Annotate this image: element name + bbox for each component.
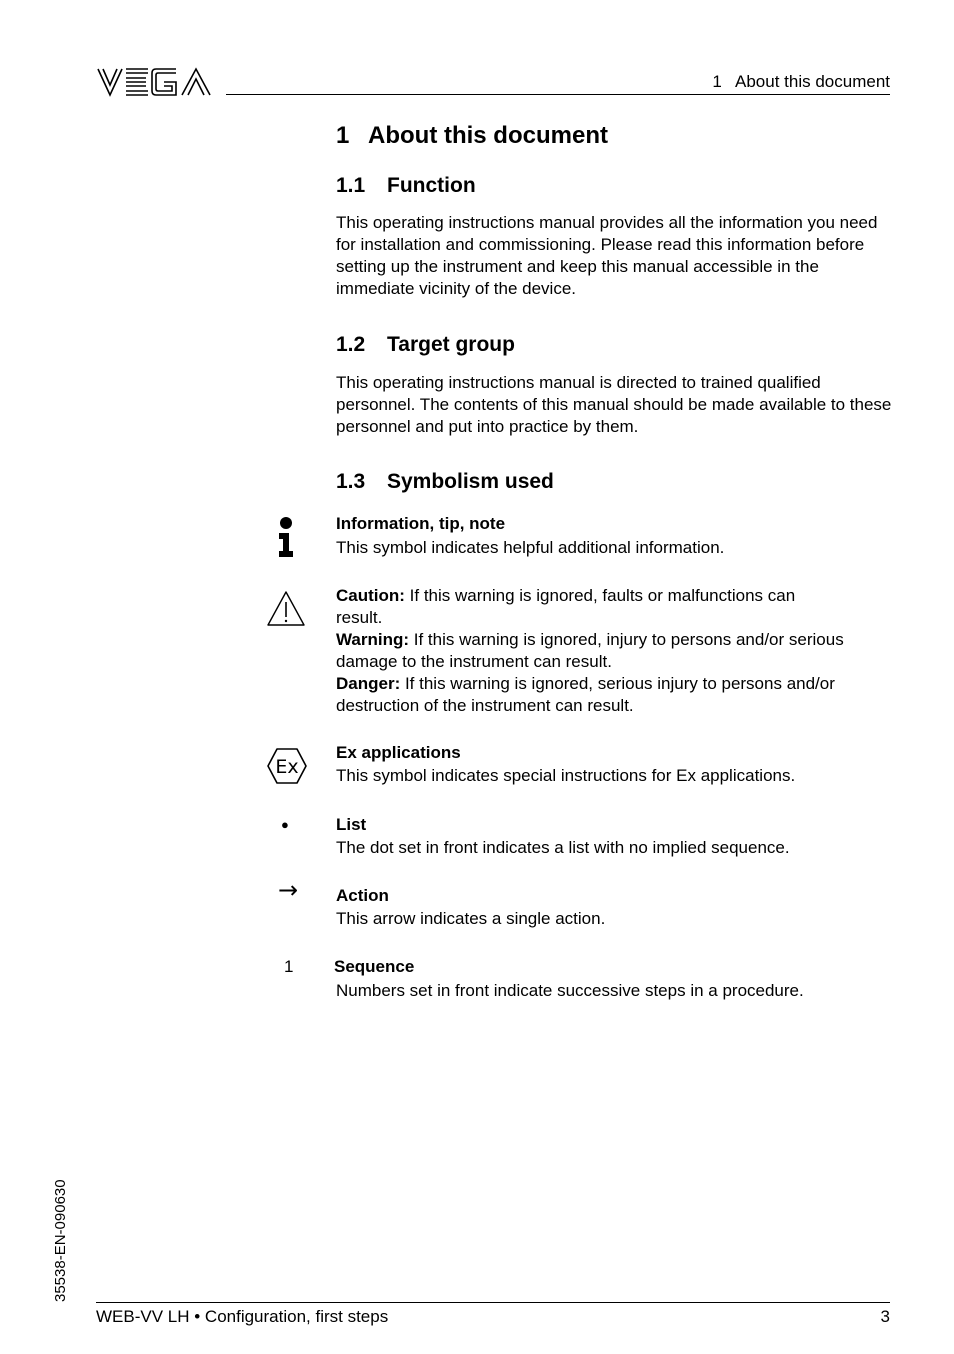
section-target-group-text: This operating instructions manual is directed to trained qualified personnel. The contents of this manual should be made available to these personnel and put into practice by them. bbox=[336, 373, 892, 436]
ex-title: Ex applications bbox=[336, 743, 461, 762]
caution-text: If this warning is ignored, faults or malfunctions can result. bbox=[336, 586, 796, 627]
chapter-title-text: About this document bbox=[368, 122, 608, 149]
document-code: 35538-EN-090630 bbox=[52, 1179, 69, 1302]
sequence-marker: 1 bbox=[284, 957, 294, 976]
ex-text: This symbol indicates special instructions for Ex applications. bbox=[336, 766, 796, 785]
page-number: 3 bbox=[880, 1307, 890, 1326]
footer-title: WEB-VV LH • Configuration, first steps bbox=[96, 1307, 389, 1326]
bullet-icon: ● bbox=[281, 817, 289, 832]
warning-label: Warning: bbox=[336, 630, 410, 649]
caution-label: Caution: bbox=[336, 586, 405, 605]
action-text: This arrow indicates a single action. bbox=[336, 909, 606, 928]
danger-label: Danger: bbox=[336, 674, 401, 693]
section-title: Symbolism used bbox=[387, 470, 554, 493]
footer-rule bbox=[96, 1302, 890, 1303]
info-text: This symbol indicates helpful additional information. bbox=[336, 538, 725, 557]
section-heading-symbolism bbox=[336, 470, 554, 494]
sequence-title: Sequence bbox=[334, 957, 415, 976]
action-title: Action bbox=[336, 886, 389, 905]
warning-text: If this warning is ignored, injury to persons and/or serious damage to the instrument can result. bbox=[336, 630, 844, 671]
section-number: 1.2 bbox=[336, 333, 366, 356]
section-number: 1.1 bbox=[336, 174, 366, 197]
section-title: Target group bbox=[387, 333, 515, 356]
list-text: The dot set in front indicates a list with no implied sequence. bbox=[336, 838, 790, 857]
ex-glyph: Ex bbox=[275, 756, 299, 778]
list-title: List bbox=[336, 815, 367, 834]
vega-logo bbox=[96, 66, 214, 98]
caution-block bbox=[336, 585, 892, 717]
chapter-number: 1 bbox=[336, 122, 350, 149]
section-function-text: This operating instructions manual provides all the information you need for installation and commissioning. Please read this information before setting up the instrument and keep this manual accessible in the immediate vicinity of the device. bbox=[336, 213, 878, 298]
header-rule bbox=[226, 94, 890, 95]
sequence-text: Numbers set in front indicate successive steps in a procedure. bbox=[336, 981, 804, 1000]
section-title: Function bbox=[387, 174, 476, 197]
danger-text: If this warning is ignored, serious injury to persons and/or destruction of the instrument can result. bbox=[336, 674, 835, 715]
section-heading-target-group bbox=[336, 333, 515, 357]
ex-hexagon-icon bbox=[266, 747, 308, 785]
header-section-ref: 1 About this document bbox=[712, 72, 890, 91]
section-heading-function bbox=[336, 174, 476, 198]
arrow-right-icon: → bbox=[278, 876, 299, 904]
warning-triangle-icon bbox=[266, 590, 306, 628]
info-title: Information, tip, note bbox=[336, 514, 506, 533]
chapter-title bbox=[336, 122, 608, 150]
section-number: 1.3 bbox=[336, 470, 366, 493]
info-icon bbox=[276, 516, 296, 558]
